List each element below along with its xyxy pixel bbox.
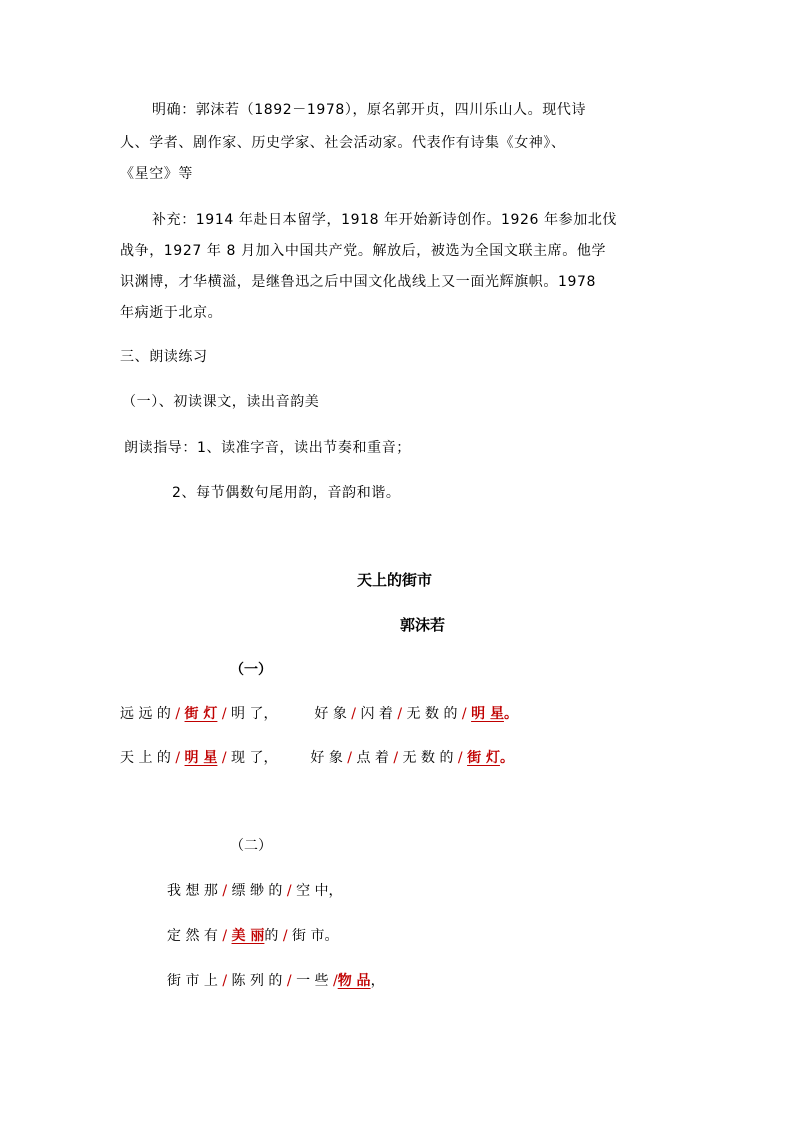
supplement-line-2: 战争，1927 年 8 月加入中国共产党。解放后，被选为全国文联主席。他学 bbox=[120, 243, 607, 259]
stressed-word: 明 星 bbox=[184, 750, 218, 766]
pause-slash: / bbox=[222, 973, 228, 989]
stressed-word: 街 灯 bbox=[467, 750, 500, 766]
section-heading: 三、朗读练习 bbox=[120, 349, 208, 365]
pause-slash: / bbox=[332, 973, 338, 989]
pause-slash: / bbox=[461, 706, 467, 722]
poem-punctuation: 。 bbox=[499, 750, 514, 766]
reading-guide-1: 朗读指导：1、读准字音，读出节奏和重音； bbox=[124, 440, 411, 456]
poem-line-1 bbox=[120, 704, 518, 724]
intro-line-1: 明确：郭沫若（1892－1978），原名郭开贞，四川乐山人。现代诗 bbox=[152, 102, 587, 118]
poem-text: 的 bbox=[264, 928, 279, 944]
section-sub-heading: （一）、初读课文，读出音韵美 bbox=[122, 394, 320, 410]
poem-text: 闪 着 bbox=[360, 706, 393, 722]
pause-slash: / bbox=[286, 973, 292, 989]
poem-punctuation: 。 bbox=[503, 706, 518, 722]
poem-title: 天上的街市 bbox=[357, 571, 433, 589]
poem-text: 定 然 有 bbox=[167, 928, 218, 944]
pause-slash: / bbox=[282, 928, 288, 944]
poem-text: 空 中， bbox=[296, 883, 343, 899]
stanza-1-label: （一） bbox=[230, 662, 272, 678]
poem-text: 陈 列 的 bbox=[231, 973, 283, 989]
stressed-word: 明 星 bbox=[471, 706, 504, 722]
stanza-2-label: （二） bbox=[230, 838, 272, 854]
poem-text: 现 了， bbox=[231, 750, 278, 766]
pause-slash: / bbox=[221, 706, 227, 722]
pause-slash: / bbox=[457, 750, 463, 766]
poem-text: 缥 缈 的 bbox=[231, 883, 283, 899]
poem-text: 街 市 上 bbox=[167, 973, 218, 989]
poem-line-5 bbox=[167, 971, 385, 991]
poem-text: 街 市。 bbox=[292, 928, 339, 944]
poem-text: 天 上 的 bbox=[120, 750, 171, 766]
intro-line-2: 人、学者、剧作家、历史学家、社会活动家。代表作有诗集《女神》、 bbox=[120, 135, 566, 151]
pause-slash: / bbox=[351, 706, 357, 722]
intro-line-3: 《星空》等 bbox=[120, 166, 193, 182]
poem-author: 郭沫若 bbox=[400, 616, 446, 634]
poem-line-3 bbox=[167, 881, 343, 901]
pause-slash: / bbox=[175, 706, 181, 722]
poem-text: 明 了， bbox=[231, 706, 278, 722]
stressed-word: 物 品 bbox=[337, 973, 371, 989]
pause-slash: / bbox=[397, 706, 403, 722]
poem-punctuation: ， bbox=[370, 973, 385, 989]
stressed-word: 美 丽 bbox=[231, 928, 265, 944]
poem-text: 好 象 bbox=[310, 750, 343, 766]
poem-text: 一 些 bbox=[296, 973, 329, 989]
pause-slash: / bbox=[221, 750, 227, 766]
poem-text: 点 着 bbox=[356, 750, 389, 766]
poem-text: 无 数 的 bbox=[402, 750, 454, 766]
supplement-line-1: 补充：1914 年赴日本留学，1918 年开始新诗创作。1926 年参加北伐 bbox=[152, 212, 618, 228]
poem-text: 我 想 那 bbox=[167, 883, 218, 899]
supplement-line-4: 年病逝于北京。 bbox=[120, 305, 223, 321]
poem-text: 好 象 bbox=[314, 706, 347, 722]
poem-text: 远 远 的 bbox=[120, 706, 171, 722]
pause-slash: / bbox=[347, 750, 353, 766]
reading-guide-2: 2、每节偶数句尾用韵，音韵和谐。 bbox=[172, 485, 401, 501]
poem-text: 无 数 的 bbox=[406, 706, 458, 722]
pause-slash: / bbox=[222, 928, 228, 944]
poem-line-2 bbox=[120, 748, 514, 768]
supplement-line-3: 识渊博，才华横溢，是继鲁迅之后中国文化战线上又一面光辉旗帜。1978 bbox=[120, 274, 597, 290]
poem-line-4 bbox=[167, 926, 338, 946]
pause-slash: / bbox=[175, 750, 181, 766]
pause-slash: / bbox=[393, 750, 399, 766]
pause-slash: / bbox=[286, 883, 292, 899]
stressed-word: 街 灯 bbox=[184, 706, 218, 722]
pause-slash: / bbox=[222, 883, 228, 899]
